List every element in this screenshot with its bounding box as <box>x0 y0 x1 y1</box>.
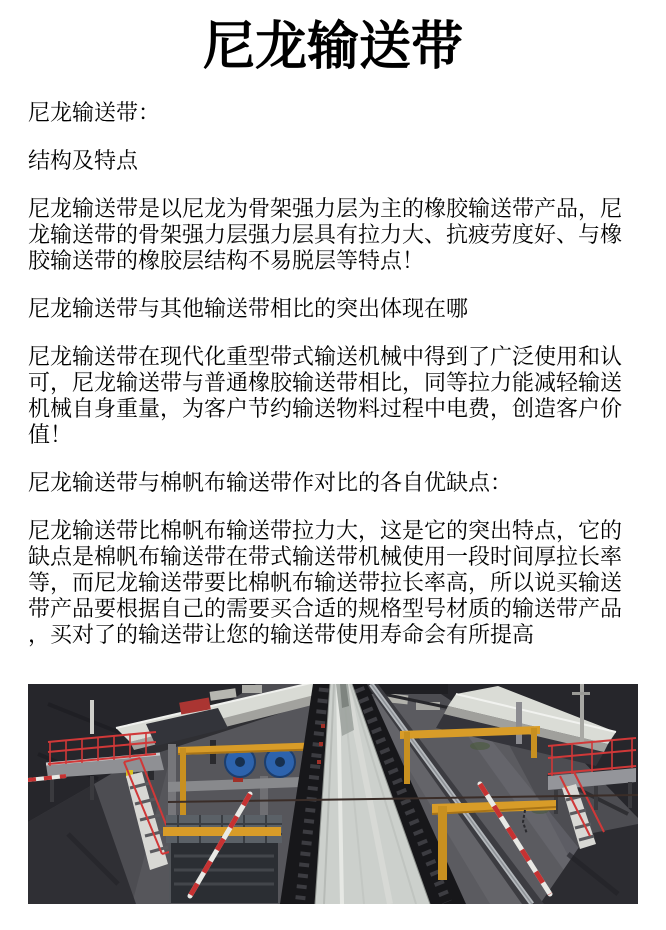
paragraph: 尼龙输送带在现代化重型带式输送机械中得到了广泛使用和认可，尼龙输送带与普通橡胶输送带相比，同等拉力能减轻输送机械自身重量，为客户节约输送物料过程中电费，创造客户价值！ <box>28 344 623 447</box>
paragraph: 结构及特点 <box>28 148 139 173</box>
paragraph: 尼龙输送带比棉帆布输送带拉力大，这是它的突出特点，它的缺点是棉帆布输送带在带式输送带机械使用一段时间厚拉长率等，而尼龙输送带要比棉帆布输送带拉长率高，所以说买输送带产品要根据自己的需要买合适的规格型号材质的输送带产品，买对了的输送带让您的输送带使用寿命会有所提高 <box>28 518 623 647</box>
paragraph: 尼龙输送带： <box>28 100 161 125</box>
conveyor-photo <box>28 684 638 904</box>
article <box>0 16 666 904</box>
paragraph: 尼龙输送带与棉帆布输送带作对比的各自优缺点： <box>28 470 513 495</box>
paragraph: 尼龙输送带是以尼龙为骨架强力层为主的橡胶输送带产品，尼龙输送带的骨架强力层强力层具有拉力大、抗疲劳度好、与橡胶输送带的橡胶层结构不易脱层等特点！ <box>28 196 623 273</box>
page-title: 尼龙输送带 <box>202 18 463 76</box>
paragraph: 尼龙输送带与其他输送带相比的突出体现在哪 <box>28 296 469 321</box>
conveyor-photo-image <box>28 684 638 904</box>
